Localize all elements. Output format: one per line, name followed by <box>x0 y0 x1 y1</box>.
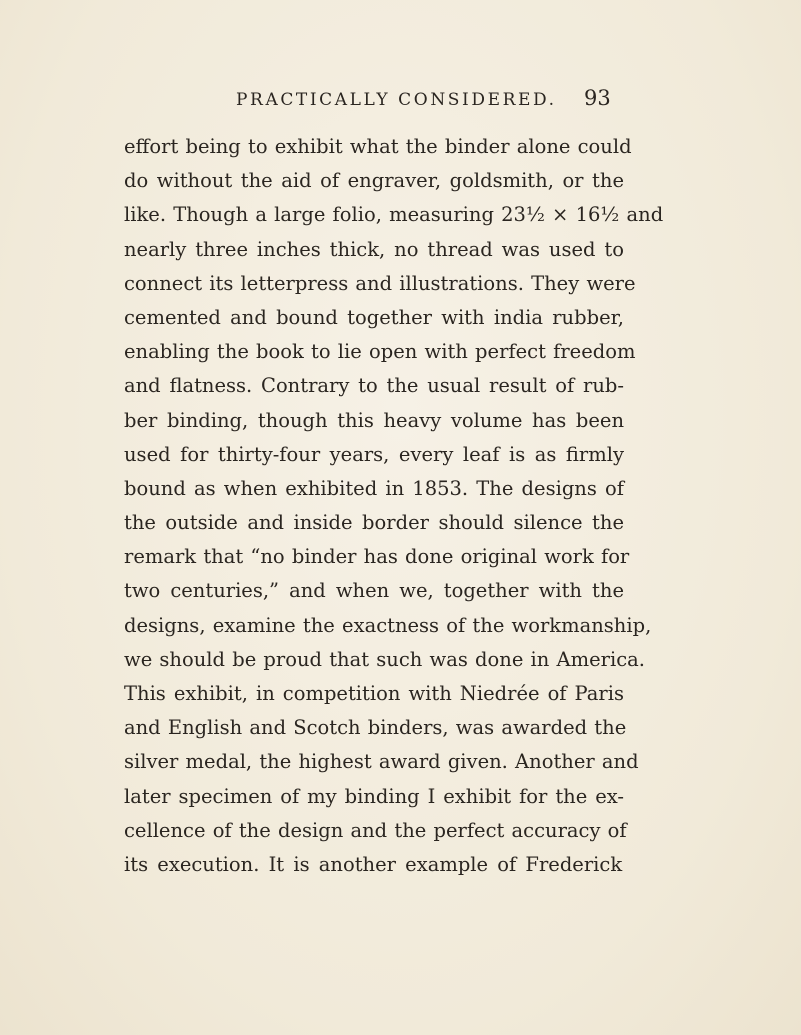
text-line: remark that “no binder has done original work for <box>124 545 630 569</box>
text-line: and flatness. Contrary to the usual result of rub- <box>124 374 624 398</box>
running-head <box>124 86 624 116</box>
text-line: designs, examine the exactness of the workmanship, <box>124 613 652 637</box>
text-line: used for thirty-four years, every leaf is as firmly <box>124 442 624 466</box>
running-head-title: PRACTICALLY CONSIDERED. <box>236 90 557 110</box>
text-line: bound as when exhibited in 1853. The designs of <box>124 476 624 500</box>
text-line: do without the aid of engraver, goldsmith, or the <box>124 169 624 193</box>
text-line: This exhibit, in competition with Niedrée of Paris <box>124 682 624 705</box>
page-number: 93 <box>584 86 611 110</box>
text-line: ber binding, though this heavy volume has been <box>124 408 624 432</box>
text-line: like. Though a large folio, measuring 23½ × 16½ and <box>124 203 664 227</box>
text-line: nearly three inches thick, no thread was used to <box>124 237 624 261</box>
text-line: effort being to exhibit what the binder alone could <box>124 135 632 158</box>
text-line: and English and Scotch binders, was awarded the <box>124 716 627 740</box>
text-line: two centuries,” and when we, together with the <box>124 579 624 603</box>
text-line: we should be proud that such was done in America. <box>124 647 645 671</box>
text-line: its execution. It is another example of Frederick <box>124 852 623 876</box>
text-line: enabling the book to lie open with perfect freedom <box>124 340 636 364</box>
body-text <box>124 130 664 882</box>
text-line: the outside and inside border should silence the <box>124 511 624 535</box>
text-line: later specimen of my binding I exhibit for the ex- <box>124 784 624 808</box>
text-line: cemented and bound together with india rubber, <box>124 305 624 329</box>
text-line: connect its letterpress and illustrations. They were <box>124 271 636 295</box>
text-line: silver medal, the highest award given. Another and <box>124 750 639 774</box>
text-line: cellence of the design and the perfect accuracy of <box>124 818 627 842</box>
